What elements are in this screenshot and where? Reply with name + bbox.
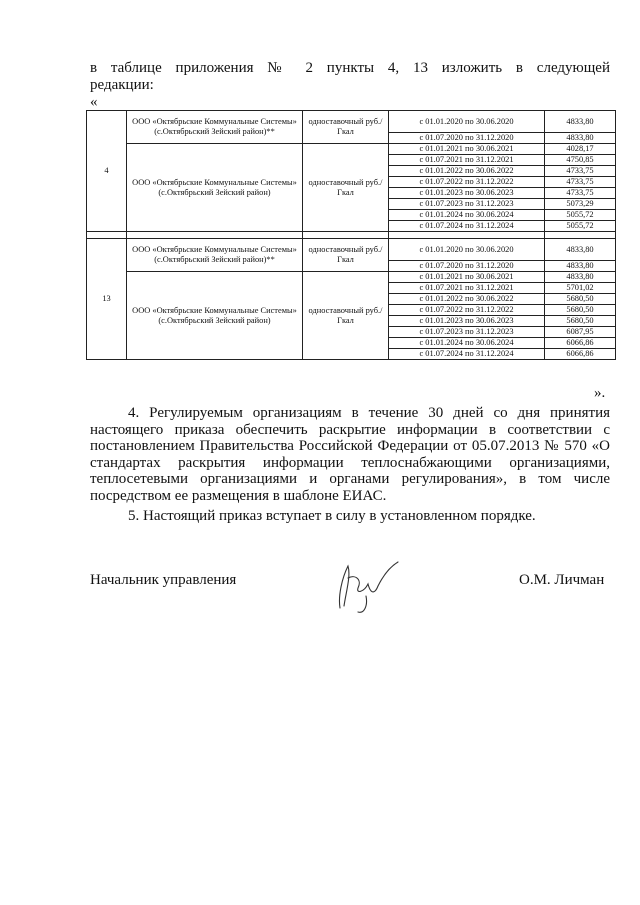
tariff-unit: одноставочный руб./Гкал	[303, 144, 389, 232]
tariff-value: 5680,50	[545, 305, 616, 316]
spacer-cell	[545, 232, 616, 239]
tariff-period: с 01.01.2022 по 30.06.2022	[389, 166, 545, 177]
tariff-value: 5073,29	[545, 199, 616, 210]
tariff-value: 4833,80	[545, 133, 616, 144]
tariff-value: 6087,95	[545, 327, 616, 338]
table-row	[87, 272, 616, 283]
tariff-value: 4733,75	[545, 166, 616, 177]
tariff-table	[86, 110, 616, 360]
tariff-table-body	[87, 111, 616, 360]
tariff-period: с 01.01.2022 по 30.06.2022	[389, 294, 545, 305]
tariff-value: 5680,50	[545, 294, 616, 305]
spacer-cell	[303, 232, 389, 239]
signer-position: Начальник управления	[90, 572, 237, 588]
tariff-value: 6066,86	[545, 349, 616, 360]
paragraph-5: 5. Настоящий приказ вступает в силу в установленном порядке.	[128, 508, 536, 524]
opening-quote: «	[90, 94, 98, 110]
tariff-value: 4833,80	[545, 261, 616, 272]
item-number: 13	[87, 239, 127, 360]
tariff-period: с 01.07.2022 по 31.12.2022	[389, 177, 545, 188]
tariff-period: с 01.01.2023 по 30.06.2023	[389, 188, 545, 199]
tariff-period: с 01.01.2021 по 30.06.2021	[389, 272, 545, 283]
table-row	[87, 239, 616, 261]
tariff-value: 5055,72	[545, 221, 616, 232]
tariff-value: 4733,75	[545, 188, 616, 199]
tariff-value: 5680,50	[545, 316, 616, 327]
organization-name: ООО «Октябрьские Коммунальные Системы» (с.Октябрьский Зейский район)**	[127, 239, 303, 272]
table-row	[87, 144, 616, 155]
spacer-cell	[389, 232, 545, 239]
tariff-value: 5055,72	[545, 210, 616, 221]
tariff-period: с 01.01.2023 по 30.06.2023	[389, 316, 545, 327]
tariff-period: с 01.07.2020 по 31.12.2020	[389, 261, 545, 272]
tariff-period: с 01.07.2023 по 31.12.2023	[389, 199, 545, 210]
tariff-unit: одноставочный руб./Гкал	[303, 111, 389, 144]
tariff-period: с 01.07.2020 по 31.12.2020	[389, 133, 545, 144]
tariff-period: с 01.01.2020 по 30.06.2020	[389, 239, 545, 261]
tariff-value: 4833,80	[545, 111, 616, 133]
tariff-period: с 01.01.2021 по 30.06.2021	[389, 144, 545, 155]
intro-line-continuation: редакции:	[90, 77, 154, 93]
tariff-period: с 01.01.2020 по 30.06.2020	[389, 111, 545, 133]
tariff-value: 5701,02	[545, 283, 616, 294]
tariff-period: с 01.07.2024 по 31.12.2024	[389, 221, 545, 232]
tariff-unit: одноставочный руб./Гкал	[303, 272, 389, 360]
signer-name: О.М. Личман	[519, 572, 605, 588]
tariff-period: с 01.07.2024 по 31.12.2024	[389, 349, 545, 360]
item-number: 4	[87, 111, 127, 232]
organization-name: ООО «Октябрьские Коммунальные Системы» (с.Октябрьский Зейский район)	[127, 144, 303, 232]
tariff-period: с 01.01.2024 по 30.06.2024	[389, 210, 545, 221]
tariff-value: 4750,85	[545, 155, 616, 166]
tariff-period: с 01.01.2024 по 30.06.2024	[389, 338, 545, 349]
tariff-period: с 01.07.2021 по 31.12.2021	[389, 283, 545, 294]
spacer-cell	[127, 232, 303, 239]
organization-name: ООО «Октябрьские Коммунальные Системы» (с.Октябрьский Зейский район)**	[127, 111, 303, 144]
tariff-value: 4733,75	[545, 177, 616, 188]
tariff-value: 4833,80	[545, 239, 616, 261]
handwritten-signature-icon	[318, 556, 418, 616]
paragraph-4: 4. Регулируемым организациям в течение 30 дней со дня принятия настоящего приказа обеспечить раскрытие информации в соответствии с постановлением Правительства Российской Федерации от 05.07.2013 № 570 «О стандартах раскрытия информации теплоснабжающими организациями, теплосетевыми организациями и органами регулирования», в том числе посредством ее размещения в шаблоне ЕИАС.	[90, 405, 610, 504]
tariff-value: 4833,80	[545, 272, 616, 283]
tariff-unit: одноставочный руб./Гкал	[303, 239, 389, 272]
tariff-value: 6066,86	[545, 338, 616, 349]
spacer-cell	[87, 232, 127, 239]
closing-quote: ».	[594, 385, 606, 401]
tariff-period: с 01.07.2022 по 31.12.2022	[389, 305, 545, 316]
organization-name: ООО «Октябрьские Коммунальные Системы» (с.Октябрьский Зейский район)	[127, 272, 303, 360]
tariff-value: 4028,17	[545, 144, 616, 155]
table-spacer-row	[87, 232, 616, 239]
intro-line: в таблице приложения № 2 пункты 4, 13 изложить в следующей	[90, 60, 610, 76]
tariff-period: с 01.07.2021 по 31.12.2021	[389, 155, 545, 166]
tariff-period: с 01.07.2023 по 31.12.2023	[389, 327, 545, 338]
table-row	[87, 111, 616, 133]
